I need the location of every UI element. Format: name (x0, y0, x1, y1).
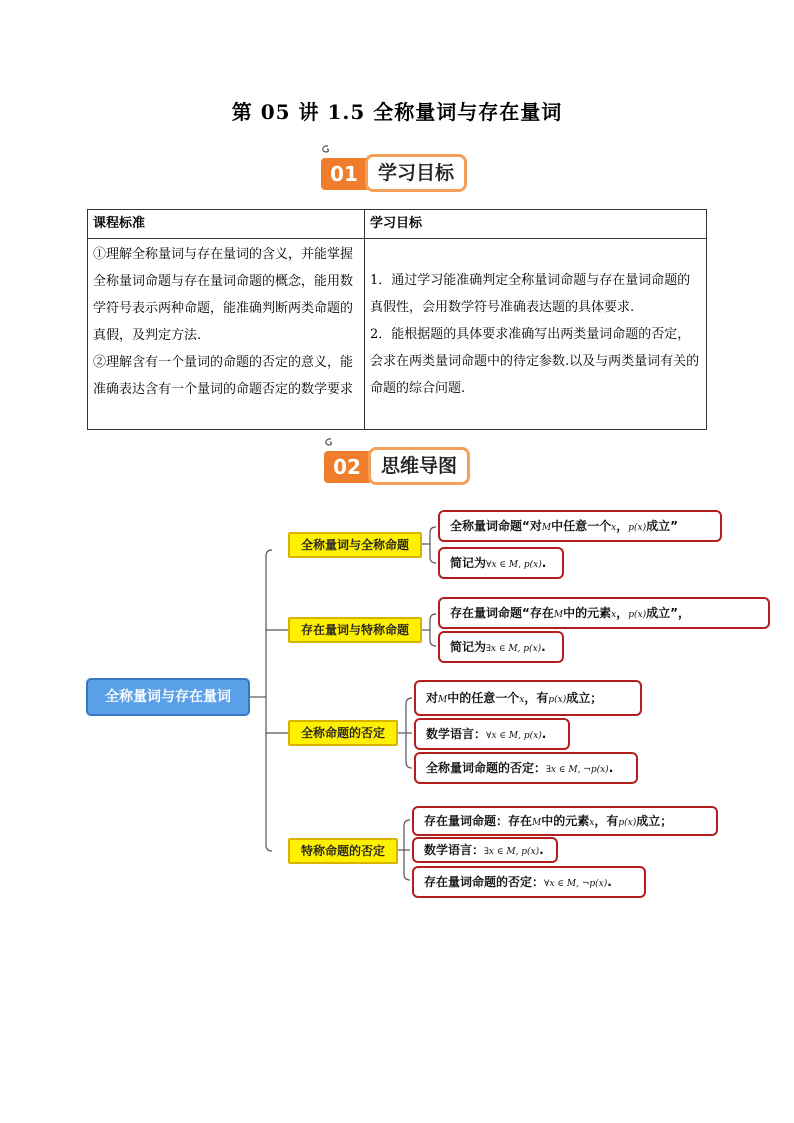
leaf-text: 数学语言： (424, 843, 485, 857)
leaf-text: . (539, 843, 544, 857)
math-symbol: ∀x ∈ M, ¬p(x) (544, 879, 608, 889)
page-title: 第 05 讲 1.5 全称量词与存在量词 (231, 100, 563, 124)
leaf-text: ，有 (524, 691, 549, 705)
leaf-text: 对 (426, 691, 439, 705)
leaf-text: 存在量词命题：存在 (424, 814, 533, 828)
leaf-text: . (541, 556, 547, 570)
math-symbol: ∃x ∈ M, p(x) (486, 644, 542, 654)
math-symbol: M (553, 610, 564, 620)
math-symbol: x (589, 818, 595, 828)
leaf-universal-proposition (438, 510, 722, 542)
math-symbol: M (541, 523, 552, 533)
leaf-text: 中的任意一个 (447, 691, 520, 705)
leaf-text: 中的元素 (563, 606, 612, 620)
leaf-text: . (608, 761, 614, 775)
leaf-text: 存在量词命题的否定： (424, 875, 545, 889)
leaf-existential-notation (438, 631, 564, 663)
mindmap-root: 全称量词与存在量词 (86, 678, 250, 716)
leaf-existential-negation-form (412, 866, 646, 898)
leaf-text: 成立” (646, 519, 678, 533)
leaf-text: 成立； (566, 691, 603, 705)
branch-universal-negation: 全称命题的否定 (288, 720, 398, 746)
leaf-text: 简记为 (450, 640, 487, 654)
leaf-existential-negation-text (412, 806, 718, 836)
leaf-universal-negation-form (414, 752, 638, 784)
section-label: 学习目标 (365, 154, 467, 192)
leaf-text: . (541, 727, 547, 741)
table-header-goals: 学习目标 (365, 210, 707, 239)
leaf-universal-negation-text (414, 680, 642, 716)
leaf-text: 数学语言： (426, 727, 487, 741)
math-symbol: x (519, 695, 525, 705)
leaf-existential-negation-math (412, 837, 558, 863)
leaf-text: ， (616, 519, 629, 533)
branch-universal-quantifier: 全称量词与全称命题 (288, 532, 422, 558)
math-symbol: ∀x ∈ M, p(x) (486, 560, 542, 570)
table-header-standard: 课程标准 (88, 210, 365, 239)
leaf-text: . (541, 640, 546, 654)
leaf-text: 中的元素 (541, 814, 590, 828)
math-symbol: ∃x ∈ M, ¬p(x) (546, 765, 609, 775)
section-label: 思维导图 (368, 447, 470, 485)
leaf-text: 中任意一个 (551, 519, 612, 533)
leaf-text: ， (616, 606, 629, 620)
math-symbol: ∀x ∈ M, p(x) (486, 731, 542, 741)
leaf-text: 简记为 (450, 556, 487, 570)
math-symbol: p(x) (628, 610, 647, 620)
math-symbol: p(x) (618, 818, 637, 828)
standard-item-2: ②理解含有一个量词的命题的否定的意义，能准确表达含有一个量词的命题否定的数学要求 (93, 355, 354, 397)
math-symbol: p(x) (628, 523, 647, 533)
leaf-existential-proposition (438, 597, 770, 629)
leaf-text: 全称量词命题的否定： (426, 761, 547, 775)
math-symbol: M (532, 818, 542, 828)
leaf-text: 成立； (636, 814, 673, 828)
math-symbol: ∃x ∈ M, p(x) (484, 847, 540, 857)
leaf-text: 成立”， (646, 606, 690, 620)
leaf-universal-notation (438, 547, 564, 579)
leaf-text: . (607, 875, 612, 889)
math-symbol: p(x) (548, 695, 567, 705)
leaf-universal-negation-math (414, 718, 570, 750)
goal-item-2: 2．能根据题的具体要求准确写出两类量词命题的否定，会求在两类量词命题中的待定参数.以及与两类量词有关的命题的综合问题. (370, 326, 700, 396)
section-number: 01 (321, 158, 367, 190)
standard-item-1: ①理解全称量词与存在量词的含义，并能掌握全称量词命题与存在量词命题的概念，能用数学符号表示两种命题，能准确判断两类命题的真假，及判定方法. (93, 247, 354, 343)
math-symbol: x (611, 523, 617, 533)
goal-item-1: 1．通过学习能准确判定全称量词命题与存在量词命题的真假性，会用数学符号准确表达题的具体要求. (370, 272, 691, 315)
branch-existential-negation: 特称命题的否定 (288, 838, 398, 864)
math-symbol: x (611, 610, 617, 620)
branch-existential-quantifier: 存在量词与特称命题 (288, 617, 422, 643)
leaf-text: ，有 (594, 814, 619, 828)
leaf-text: 存在量词命题“存在 (450, 606, 554, 620)
leaf-text: 全称量词命题“对 (450, 519, 542, 533)
math-symbol: M (438, 695, 448, 705)
section-number: 02 (324, 451, 370, 483)
